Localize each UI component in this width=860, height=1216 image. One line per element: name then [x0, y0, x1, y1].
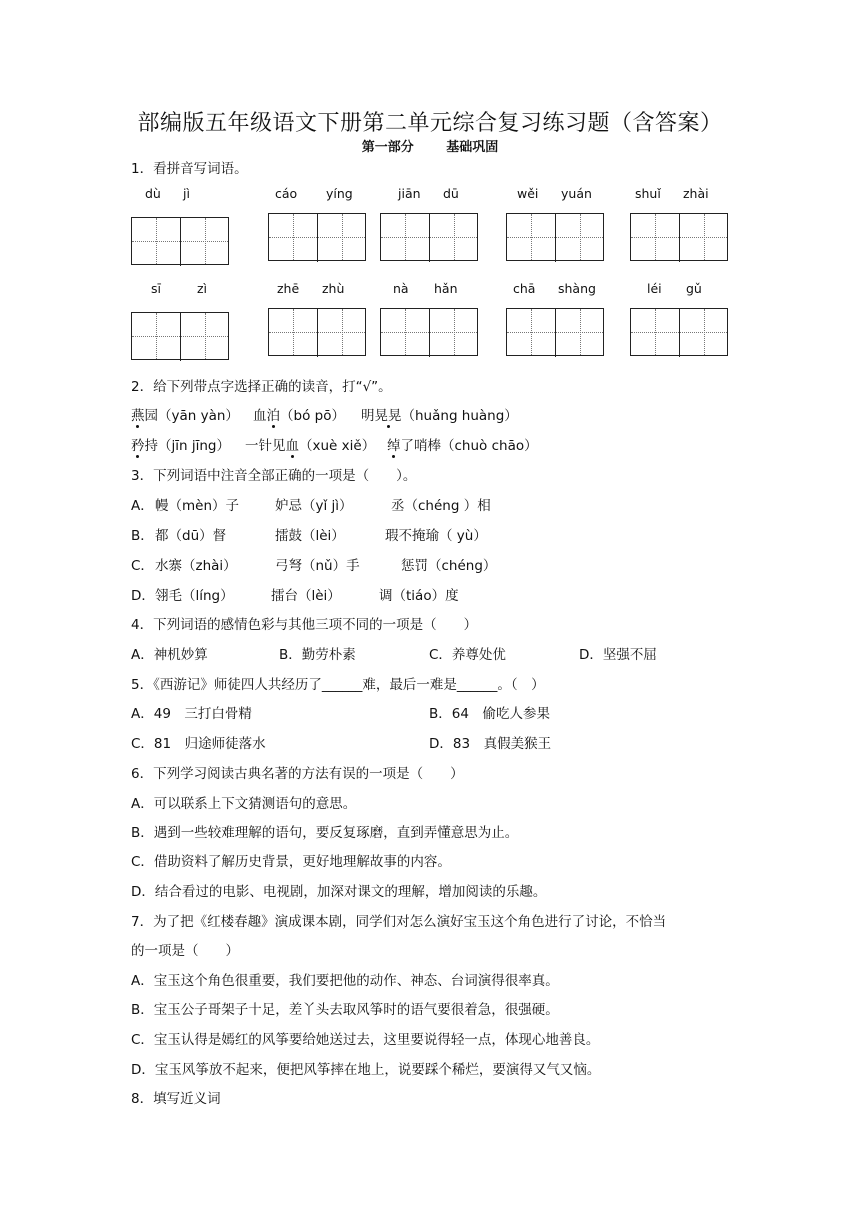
pinyin: jì [183, 186, 190, 201]
option: B．勤劳朴素 [279, 647, 356, 663]
pinyin-row-2 [0, 281, 860, 301]
option: A．49 三打白骨精 [131, 706, 252, 722]
option: B．宝玉公子哥架子十足，差丫头去取风筝时的语气要很着急，很强硬。 [131, 1002, 559, 1018]
question-6-stem: 6．下列学习阅读古典名著的方法有误的一项是（ ） [131, 766, 464, 782]
pinyin: shàng [558, 281, 596, 296]
pinyin: zhē [277, 281, 300, 296]
reading-item: 血泊（bó pō） [253, 404, 345, 424]
option: B．64 偷吃人参果 [429, 706, 550, 722]
pinyin: jiān [398, 186, 421, 201]
pinyin: yíng [326, 186, 353, 201]
pinyin: sī [151, 281, 161, 296]
pinyin: dū [443, 186, 459, 201]
question-7-stem: 7．为了把《红楼春趣》演成课本剧，同学们对怎么演好宝玉这个角色进行了讨论，不恰当 [131, 914, 667, 930]
question-8-stem: 8．填写近义词 [131, 1091, 221, 1107]
pinyin: yuán [561, 186, 592, 201]
reading-item: 明晃晃（huǎng huàng） [361, 404, 518, 424]
option: C．宝玉认得是嫣红的风筝要给她送过去，这里要说得轻一点，体现心地善良。 [131, 1032, 600, 1048]
pinyin: chā [513, 281, 536, 296]
tian-grid[interactable] [268, 308, 366, 356]
dotted-char: 泊 [267, 404, 281, 424]
option: D．宝玉风筝放不起来，便把风筝摔在地上，说要踩个稀烂，要演得又气又恼。 [131, 1062, 601, 1078]
question-2-stem: 2．给下列带点字选择正确的读音，打“√”。 [131, 379, 392, 395]
tian-grid[interactable] [268, 213, 366, 261]
option: C．养尊处优 [429, 647, 506, 663]
option: D．坚强不屈 [579, 647, 657, 663]
tian-grid[interactable] [131, 312, 229, 360]
dotted-char: 矜 [131, 434, 145, 454]
dotted-char: 血 [286, 434, 300, 454]
question-5-stem: 5．《西游记》师徒四人共经历了______难，最后一难是______。（ ） [131, 677, 545, 693]
page-title: 部编版五年级语文下册第二单元综合复习练习题（含答案） [137, 111, 723, 136]
option: C．借助资料了解历史背景，更好地理解故事的内容。 [131, 854, 451, 870]
section-part: 第一部分 [361, 140, 414, 155]
worksheet-page: 部编版五年级语文下册第二单元综合复习练习题（含答案） 第一部分 基础巩固 1．看拼音写词语。 dù jì cáo yíng jiān dū wěi yuán shuǐ zhài sī zì zhē zhù nà hǎn chā shàng léi gǔ 2．给下列带点字选择正确的读音，打“√”。 燕园（yān yàn） 血泊（bó pō） 明晃晃（huǎng huàng） 矜持（jīn jīng） 一针见血（xuè xiě） 绰了哨棒（chuò chāo） 3．下列词语中注音全部正确的一项是（ ）。 A． 幔（mèn）子 妒忌（yǐ jì） 丞（chéng ）相 B． 都（dū）督 擂鼓（lèi） 瑕不掩瑜（ yù） C． 水寨（zhài） 弓弩（nǔ）手 惩罚（chéng） D． 翎毛（líng） 擂台（lèi） 调（tiáo）度 4．下列词语的感情色彩与其他三项不同的一项是（ ） A．神机妙算 B．勤劳朴素 C．养尊处优 D．坚强不屈 5．《西游记》师徒四人共经历了______难，最后一难是______。（ ） A．49 三打白骨精 B．64 偷吃人参果 C．81 归途师徒落水 D．83 真假美猴王 6．下列学习阅读古典名著的方法有误的一项是（ ） A．可以联系上下文猜测语句的意思。 B．遇到一些较难理解的语句，要反复琢磨，直到弄懂意思为止。 C．借助资料了解历史背景，更好地理解故事的内容。 D．结合看过的电影、电视剧，加深对课文的理解，增加阅读的乐趣。 7．为了把《红楼春趣》演成课本剧，同学们对怎么演好宝玉这个角色进行了讨论，不恰当 的一项是（ ） A．宝玉这个角色很重要，我们要把他的动作、神态、台词演得很率真。 B．宝玉公子哥架子十足，差丫头去取风筝时的语气要很着急，很强硬。 C．宝玉认得是嫣红的风筝要给她送过去，这里要说得轻一点，体现心地善良。 D．宝玉风筝放不起来，便把风筝摔在地上，说要踩个稀烂，要演得又气又恼。 8．填写近义词 [0, 0, 860, 1216]
question-4-stem: 4．下列词语的感情色彩与其他三项不同的一项是（ ） [131, 617, 478, 633]
pinyin: hǎn [434, 281, 458, 296]
pinyin: nà [393, 281, 409, 296]
pinyin: zì [197, 281, 208, 296]
option: D．结合看过的电影、电视剧，加深对课文的理解，增加阅读的乐趣。 [131, 884, 547, 900]
section-subtitle [0, 136, 860, 155]
pinyin: dù [145, 186, 161, 201]
tian-grid[interactable] [380, 213, 478, 261]
question-7-stem-cont: 的一项是（ ） [131, 943, 239, 959]
pinyin: wěi [517, 186, 539, 201]
reading-item: 燕园（yān yàn） [131, 404, 239, 424]
tian-grid[interactable] [630, 308, 728, 356]
tian-grid[interactable] [380, 308, 478, 356]
pinyin: léi [647, 281, 662, 296]
question-1-stem: 1．看拼音写词语。 [131, 161, 248, 177]
question-3-stem: 3．下列词语中注音全部正确的一项是（ ）。 [131, 468, 417, 484]
tian-grid[interactable] [630, 213, 728, 261]
pinyin-row-1 [0, 186, 860, 206]
pinyin: shuǐ [635, 186, 661, 201]
option: A．宝玉这个角色很重要，我们要把他的动作、神态、台词演得很率真。 [131, 973, 559, 989]
option: A．神机妙算 [131, 647, 208, 663]
section-name: 基础巩固 [446, 140, 499, 155]
reading-item: 矜持（jīn jīng） [131, 434, 230, 454]
pinyin: cáo [275, 186, 298, 201]
option: D．83 真假美猴王 [429, 736, 552, 752]
dotted-char: 绰 [387, 434, 401, 454]
option: B．遇到一些较难理解的语句，要反复琢磨，直到弄懂意思为止。 [131, 825, 519, 841]
tian-grid[interactable] [131, 217, 229, 265]
tian-grid[interactable] [506, 308, 604, 356]
option: A．可以联系上下文猜测语句的意思。 [131, 796, 357, 812]
reading-item: 一针见血（xuè xiě） [245, 434, 375, 454]
option: C．81 归途师徒落水 [131, 736, 266, 752]
pinyin: zhài [683, 186, 709, 201]
dotted-char: 晃晃 [375, 404, 402, 424]
pinyin: zhù [322, 281, 345, 296]
pinyin: gǔ [686, 281, 702, 296]
dotted-char: 燕 [131, 404, 145, 424]
tian-grid[interactable] [506, 213, 604, 261]
reading-item: 绰了哨棒（chuò chāo） [387, 434, 538, 454]
